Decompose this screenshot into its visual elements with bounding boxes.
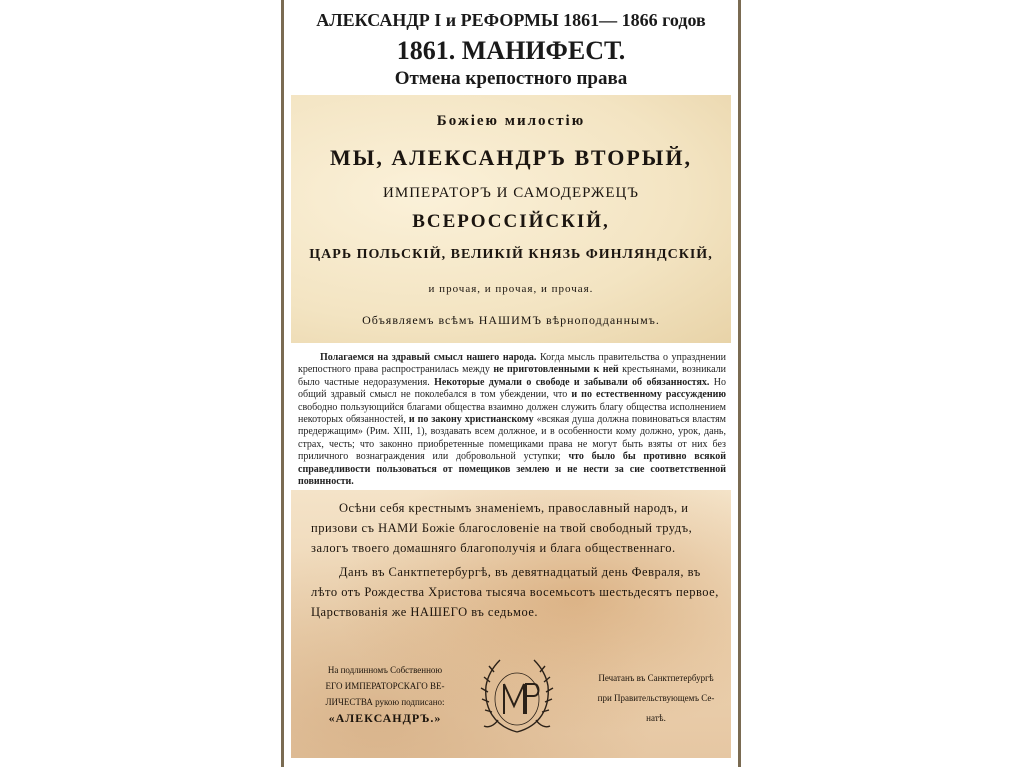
text-run: крестьянами, возникали было частные недоразумения.: [298, 364, 726, 388]
manifesto-closing-image: [291, 490, 731, 758]
signature-line: ЕГО ИМПЕРАТОРСКАГО ВЕ-: [325, 681, 445, 691]
manifesto-line-5: ЦАРЬ ПОЛЬСКIЙ, ВЕЛИКIЙ КНЯЗЬ ФИНЛЯНДСКIЙ,: [309, 247, 713, 262]
printing-note: [591, 668, 721, 728]
manifesto-line-4: ВСЕРОССIЙСКIЙ,: [412, 211, 610, 232]
text-run: «всякая душа должна повиноваться властям предержащим» (Рим. XIII, 1), воздавать всем должное, и в особенности кому должно, урок, дань, страх, честь; что законно приобретенные помещиками права не могут быть взяты от них без приличного вознаграждения или добровольной уступки;: [298, 414, 726, 463]
text-bold: Полагаемся на здравый смысл нашего народа.: [320, 352, 537, 363]
signature-name: «АЛЕКСАНДРЪ.»: [328, 711, 442, 725]
signature-block: [305, 662, 465, 726]
signature-line: На подлинномъ Собственною: [327, 665, 443, 675]
text-bold: не приготовленными к ней: [493, 364, 619, 376]
manifesto-line-3: ИМПЕРАТОРЪ И САМОДЕРЖЕЦЪ: [383, 185, 639, 201]
text-run: Когда мысль правительства о упразднении крепостного права распространилась между: [298, 352, 726, 376]
slide: [281, 0, 741, 767]
closing-paragraph-1: Осѣни себя крестнымъ знаменiемъ, православный народъ, и призови съ НАМИ Божiе благословенiе на твой свободный трудъ, залогъ твоего домашняго благополучiя и блага общественнаго.: [311, 501, 693, 555]
printing-line: Печатанъ въ Санктпетербургѣ: [598, 673, 714, 683]
manifesto-line-1: Божiею милостiю: [436, 113, 586, 129]
slide-subheading: Отмена крепостного права: [394, 68, 628, 89]
text-bold: и по естественному рассуждению: [571, 389, 727, 401]
slide-heading: 1861. МАНИФЕСТ.: [396, 36, 626, 65]
text-run: Но общий здравый смысл не поколебался в том убеждении, что: [298, 376, 726, 401]
slide-title: АЛЕКСАНДР I и РЕФОРМЫ 1861— 1866 годов: [316, 10, 706, 30]
printing-line: при Правительствующемъ Се-: [597, 693, 715, 703]
printers-seal-emblem: [476, 652, 558, 742]
signature-line: ЛИЧЕСТВА рукою подписано:: [325, 697, 445, 707]
manifesto-line-2: МЫ, АЛЕКСАНДРЪ ВТОРЫЙ,: [330, 145, 692, 170]
manifesto-line-7: Объявляемъ всѣмъ НАШИМЪ вѣрноподданнымъ.: [362, 313, 660, 327]
text-bold: что было бы противно всякой справедливости пользоваться от помещиков землею и не нести за сие соответственной повинности.: [298, 451, 726, 488]
manifesto-header-image: [291, 95, 731, 343]
text-bold: Некоторые думали о свободе и забывали об обязанностях.: [434, 376, 710, 388]
text-bold: и по закону христианскому: [408, 414, 534, 426]
closing-paragraph-2: Данъ въ Санктпетербургѣ, въ девятнадцатый день Февраля, въ лѣто отъ Рождества Христова тысяча восемьсотъ шестьдесятъ первое, Царствованiя же НАШЕГО въ седьмое.: [311, 565, 719, 619]
printing-line: натѣ.: [646, 713, 666, 723]
text-run: свободно пользующийся благами общества взаимно должен служить благу общества исполнением некоторых обязанностей,: [298, 401, 726, 426]
manifesto-line-6: и прочая, и прочая, и прочая.: [428, 283, 594, 295]
commentary-text: [298, 352, 726, 488]
